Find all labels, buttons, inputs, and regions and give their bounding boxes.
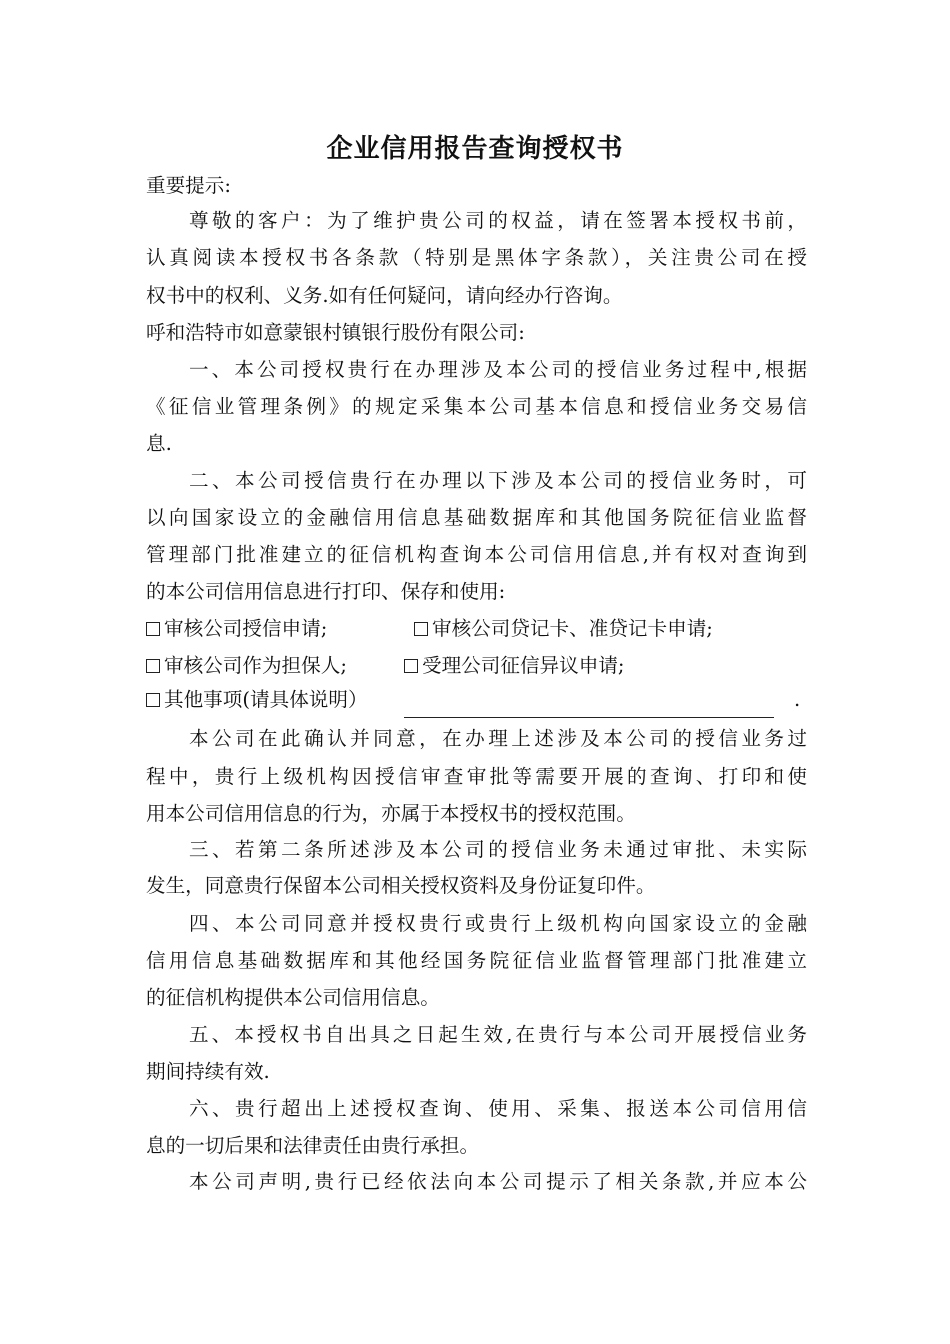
notice-line: 尊敬的客户：为了维护贵公司的权益，请在签署本授权书前， — [189, 209, 807, 232]
clause-4-line: 信用信息基础数据库和其他经国务院征信业监督管理部门批准建立 — [146, 949, 807, 972]
clause-3-line: 三、若第二条所述涉及本公司的授信业务未通过审批、未实际 — [189, 838, 807, 861]
other-matters-period: . — [794, 688, 801, 711]
option-credit-application[interactable] — [146, 615, 327, 643]
other-matters-blank[interactable] — [404, 717, 774, 718]
option-label: 审核公司贷记卡、准贷记卡申请; — [432, 617, 713, 640]
option-dispute-application[interactable] — [404, 652, 625, 680]
checkbox[interactable] — [404, 659, 418, 673]
clause-2-line: 管理部门批准建立的征信机构查询本公司信用信息,并有权对查询到 — [146, 543, 807, 566]
option-guarantor-review[interactable] — [146, 652, 347, 680]
document-title: 企业信用报告查询授权书 — [326, 134, 624, 164]
option-label: 其他事项(请具体说明） — [164, 688, 368, 711]
confirm-line: 用本公司信用信息的行为，亦属于本授权书的授权范围。 — [146, 802, 636, 825]
clause-3-line: 发生，同意贵行保留本公司相关授权资料及身份证复印件。 — [146, 874, 656, 897]
clause-1-line: 息. — [146, 432, 172, 455]
notice-line: 认真阅读本授权书各条款（特别是黑体字条款），关注贵公司在授 — [146, 246, 807, 269]
option-label: 审核公司作为担保人; — [164, 654, 347, 677]
clause-1-line: 一、本公司授权贵行在办理涉及本公司的授信业务过程中,根据 — [189, 358, 807, 381]
notice-heading: 重要提示: — [146, 174, 231, 197]
clause-4-line: 的征信机构提供本公司信用信息。 — [146, 986, 440, 1009]
option-label: 受理公司征信异议申请; — [422, 654, 625, 677]
addressee: 呼和浩特市如意蒙银村镇银行股份有限公司: — [146, 321, 525, 344]
clause-4-line: 四、本公司同意并授权贵行或贵行上级机构向国家设立的金融 — [189, 912, 807, 935]
checkbox[interactable] — [146, 659, 160, 673]
clause-2-line: 二、本公司授信贵行在办理以下涉及本公司的授信业务时，可 — [189, 469, 807, 492]
clause-6-line: 息的一切后果和法律责任由贵行承担。 — [146, 1134, 480, 1157]
clause-2-line: 的本公司信用信息进行打印、保存和使用: — [146, 580, 506, 603]
clause-2-line: 以向国家设立的金融信用信息基础数据库和其他国务院征信业监督 — [146, 506, 807, 529]
confirm-line: 本公司在此确认并同意，在办理上述涉及本公司的授信业务过 — [189, 727, 807, 750]
clause-1-line: 《征信业管理条例》的规定采集本公司基本信息和授信业务交易信 — [146, 395, 807, 418]
option-label: 审核公司授信申请; — [164, 617, 328, 640]
confirm-line: 程中，贵行上级机构因授信审查审批等需要开展的查询、打印和使 — [146, 765, 807, 788]
clause-6-line: 六、贵行超出上述授权查询、使用、采集、报送本公司信用信 — [189, 1097, 807, 1120]
checkbox[interactable] — [146, 622, 160, 636]
declaration-line: 本公司声明,贵行已经依法向本公司提示了相关条款,并应本公 — [189, 1170, 807, 1193]
notice-line: 权书中的权利、义务.如有任何疑问，请向经办行咨询。 — [146, 284, 623, 307]
clause-5-line: 五、本授权书自出具之日起生效,在贵行与本公司开展授信业务 — [189, 1023, 807, 1046]
clause-5-line: 期间持续有效. — [146, 1060, 270, 1083]
checkbox[interactable] — [414, 622, 428, 636]
option-other-matters[interactable] — [146, 686, 368, 714]
checkbox[interactable] — [146, 693, 160, 707]
option-credit-card-application[interactable] — [414, 615, 713, 643]
